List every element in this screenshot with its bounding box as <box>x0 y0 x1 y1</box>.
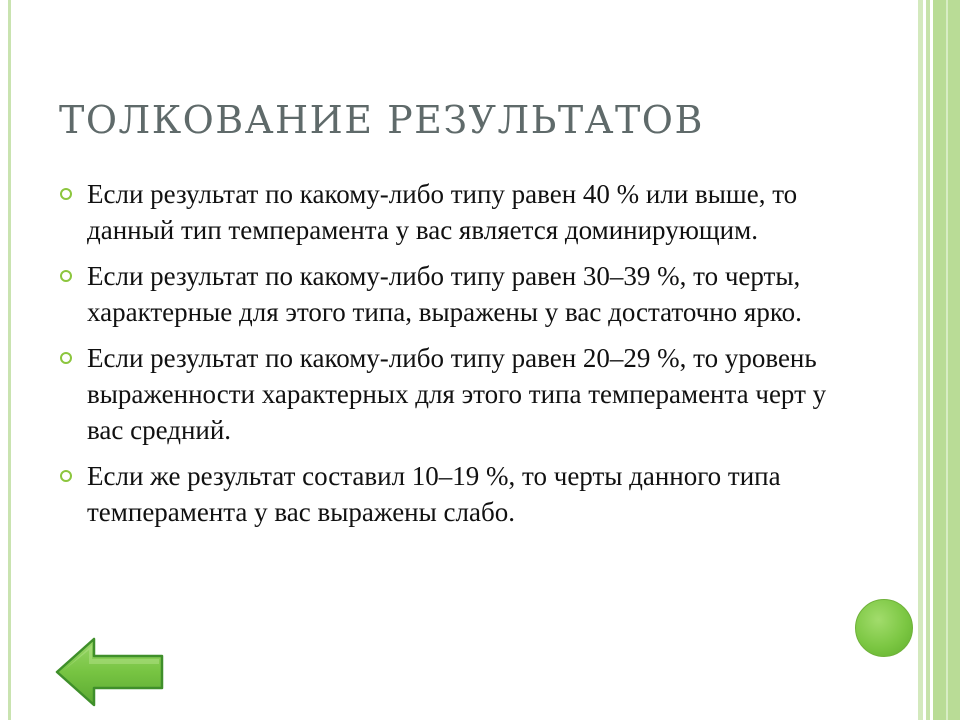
left-arrow-icon <box>54 636 166 708</box>
ring-bullet-icon <box>60 470 72 482</box>
bullet-list <box>60 176 850 540</box>
bullet-text: Если же результат составил 10–19 %, то черты данного типа темперамента у вас выражены слабо. <box>87 461 781 527</box>
right-frame-stripe <box>918 0 923 720</box>
ring-bullet-icon <box>60 352 72 364</box>
back-arrow-button[interactable] <box>54 636 166 708</box>
ring-bullet-icon <box>60 270 72 282</box>
bullet-item <box>60 258 850 330</box>
left-frame-line <box>8 0 11 720</box>
green-circle-button[interactable] <box>855 599 913 657</box>
right-frame-band-line <box>946 0 948 720</box>
right-frame-stripe <box>926 0 930 720</box>
bullet-item <box>60 340 850 448</box>
ring-bullet-icon <box>60 188 72 200</box>
bullet-item <box>60 176 850 248</box>
bullet-text: Если результат по какому-либо типу равен 30–39 %, то черты, характерные для этого типа, выражены у вас достаточно ярко. <box>87 261 802 327</box>
bullet-item <box>60 458 850 530</box>
slide-title: ТОЛКОВАНИЕ РЕЗУЛЬТАТОВ <box>59 98 704 142</box>
bullet-text: Если результат по какому-либо типу равен 40 % или выше, то данный тип темперамента у вас является доминирующим. <box>87 179 798 245</box>
bullet-text: Если результат по какому-либо типу равен 20–29 %, то уровень выраженности характерных для этого типа темперамента черт у вас средний. <box>87 343 827 445</box>
